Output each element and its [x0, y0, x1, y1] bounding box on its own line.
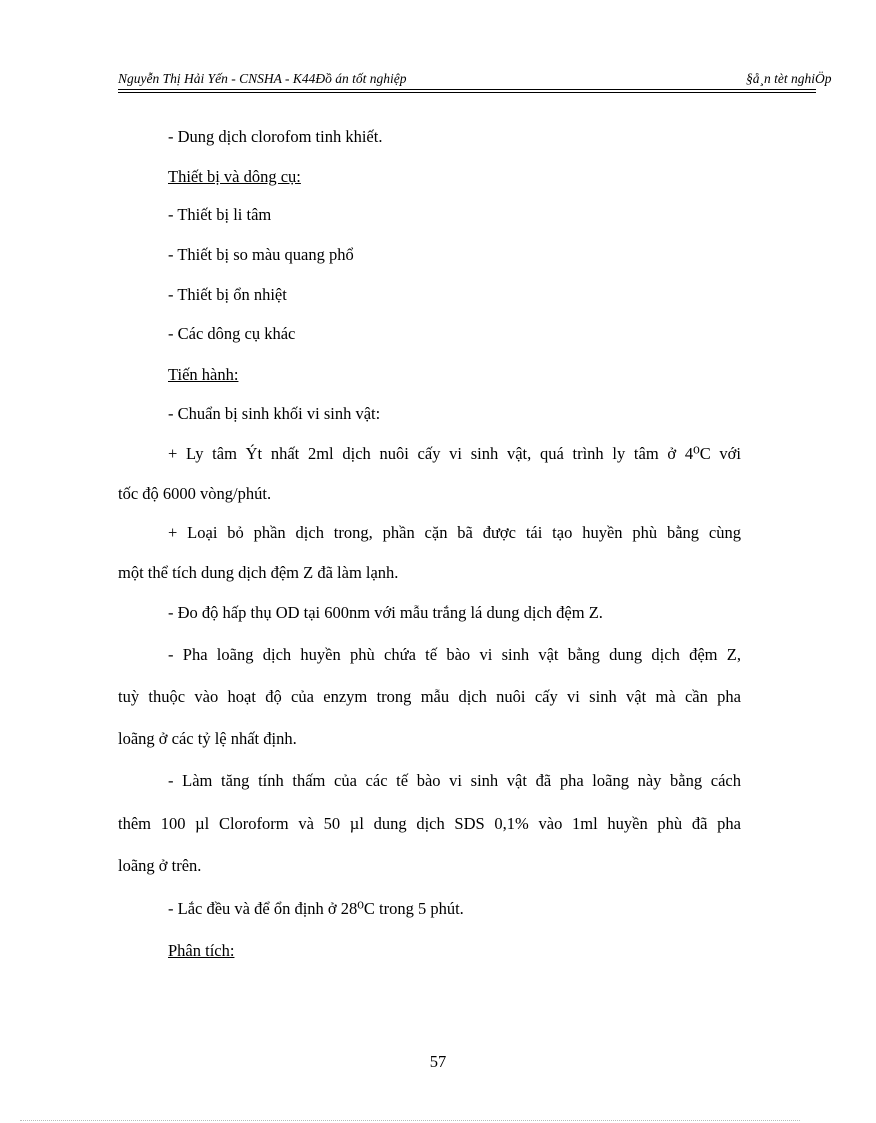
page-number: 57 [429, 1052, 447, 1071]
text-line: tuỳ thuộc vào hoạt độ của enzym trong mẫu dịch nuôi cấy vi sinh vật mà cần pha [118, 687, 741, 706]
text-line: + Ly tâm Ýt nhất 2ml dịch nuôi cấy vi sinh vật, quá trình ly tâm ở 4⁰C với [168, 444, 741, 463]
section-heading: Phân tích: [168, 941, 235, 960]
text-line: - Chuẩn bị sinh khối vi sinh vật: [168, 404, 381, 423]
text-line: + Loại bỏ phần dịch trong, phần cặn bã được tái tạo huyền phù bằng cùng [168, 523, 741, 542]
text-line: - Pha loãng dịch huyền phù chứa tế bào vi sinh vật bằng dung dịch đệm Z, [168, 645, 741, 664]
header-rule-bottom [118, 92, 816, 93]
text-line: - Lắc đều và để ổn định ở 28⁰C trong 5 phút. [168, 899, 464, 918]
page-edge-divider [20, 1120, 800, 1121]
text-line: tốc độ 6000 vòng/phút. [118, 484, 272, 503]
header-rule-top [118, 89, 816, 90]
text-line: thêm 100 µl Cloroform và 50 µl dung dịch SDS 0,1% vào 1ml huyền phù đã pha [118, 814, 741, 833]
section-heading: Thiết bị và dông cụ: [168, 167, 301, 186]
text-line: - Thiết bị li tâm [168, 205, 272, 224]
section-heading: Tiến hành: [168, 365, 239, 384]
text-line: loãng ở trên. [118, 856, 202, 875]
text-line: - Thiết bị so màu quang phổ [168, 245, 354, 264]
text-line: - Thiết bị ổn nhiệt [168, 285, 287, 304]
text-line: loãng ở các tỷ lệ nhất định. [118, 729, 297, 748]
page-header [118, 68, 832, 90]
text-line: - Làm tăng tính thấm của các tế bào vi sinh vật đã pha loãng này bằng cách [168, 771, 741, 790]
text-line: - Các dông cụ khác [168, 324, 296, 343]
header-left: Nguyễn Thị Hải Yến - CNSHA - K44Đồ án tốt nghiệp [118, 71, 407, 86]
header-right: §å¸n tèt nghiÖp [746, 71, 832, 86]
text-line: - Dung dịch clorofom tinh khiết. [168, 127, 383, 146]
text-line: - Đo độ hấp thụ OD tại 600nm với mẫu trắng lá dung dịch đệm Z. [168, 603, 603, 622]
text-line: một thể tích dung dịch đệm Z đã làm lạnh. [118, 563, 399, 582]
